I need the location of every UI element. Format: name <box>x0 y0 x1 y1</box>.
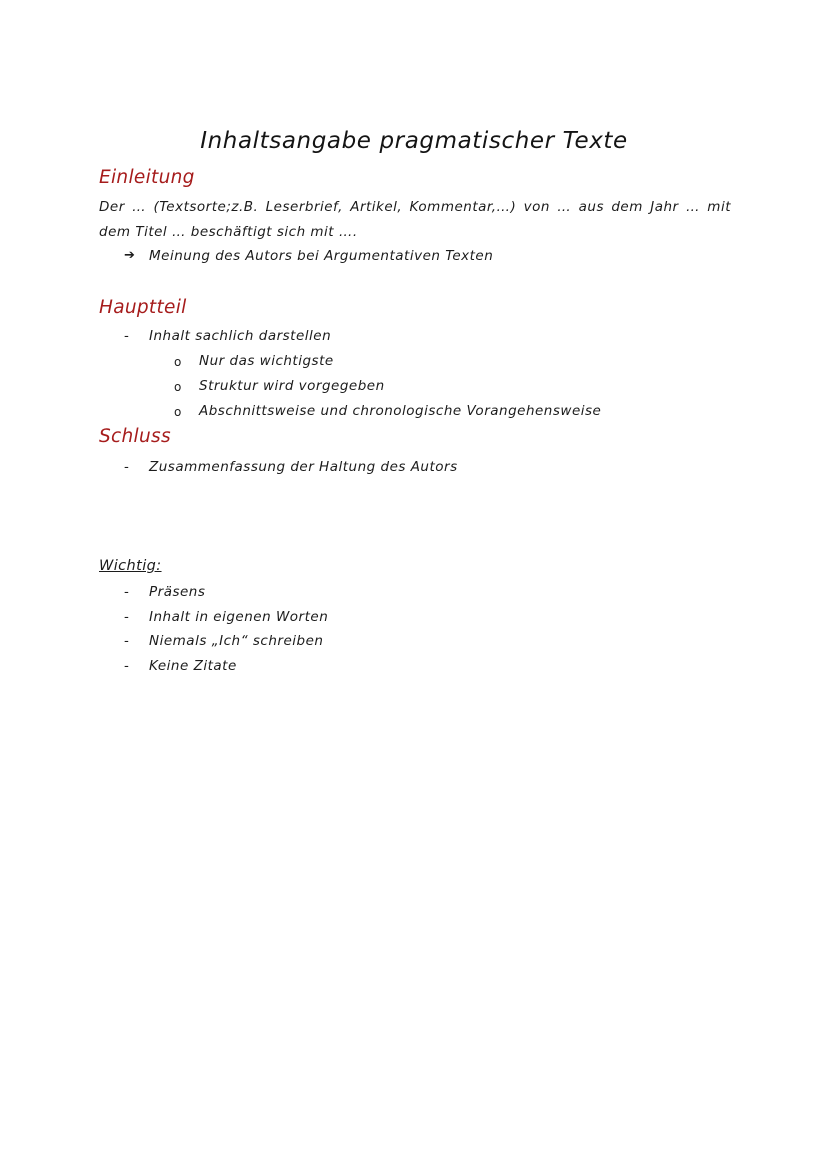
circle-bullet-icon: o <box>174 405 182 419</box>
hauptteil-item: Inhalt sachlich darstellen <box>149 328 332 344</box>
einleitung-arrow-item: Meinung des Autors bei Argumentativen Texten <box>149 248 494 264</box>
wichtig-item: Inhalt in eigenen Worten <box>149 609 329 625</box>
dash-bullet-icon: - <box>124 633 129 649</box>
dash-bullet-icon: - <box>124 658 129 674</box>
wichtig-item: Präsens <box>149 584 206 600</box>
heading-schluss: Schluss <box>99 426 171 447</box>
arrow-icon: ➔ <box>124 248 135 263</box>
heading-wichtig: Wichtig: <box>99 558 162 574</box>
dash-bullet-icon: - <box>124 459 129 475</box>
heading-einleitung: Einleitung <box>99 167 195 188</box>
dash-bullet-icon: - <box>124 328 129 344</box>
circle-bullet-icon: o <box>174 380 182 394</box>
einleitung-line-2: dem Titel … beschäftigt sich mit …. <box>99 224 358 240</box>
circle-bullet-icon: o <box>174 355 182 369</box>
wichtig-item: Niemals „Ich“ schreiben <box>149 633 324 649</box>
heading-hauptteil: Hauptteil <box>99 297 187 318</box>
schluss-item: Zusammenfassung der Haltung des Autors <box>149 459 458 475</box>
page-title: Inhaltsangabe pragmatischer Texte <box>200 128 628 154</box>
dash-bullet-icon: - <box>124 584 129 600</box>
wichtig-item: Keine Zitate <box>149 658 237 674</box>
einleitung-line-1: Der … (Textsorte;z.B. Leserbrief, Artikel, Kommentar,…) von … aus dem Jahr … mit <box>99 199 731 215</box>
hauptteil-sub-item: Abschnittsweise und chronologische Vorangehensweise <box>199 403 602 419</box>
hauptteil-sub-item: Struktur wird vorgegeben <box>199 378 385 394</box>
hauptteil-sub-item: Nur das wichtigste <box>199 353 334 369</box>
dash-bullet-icon: - <box>124 609 129 625</box>
